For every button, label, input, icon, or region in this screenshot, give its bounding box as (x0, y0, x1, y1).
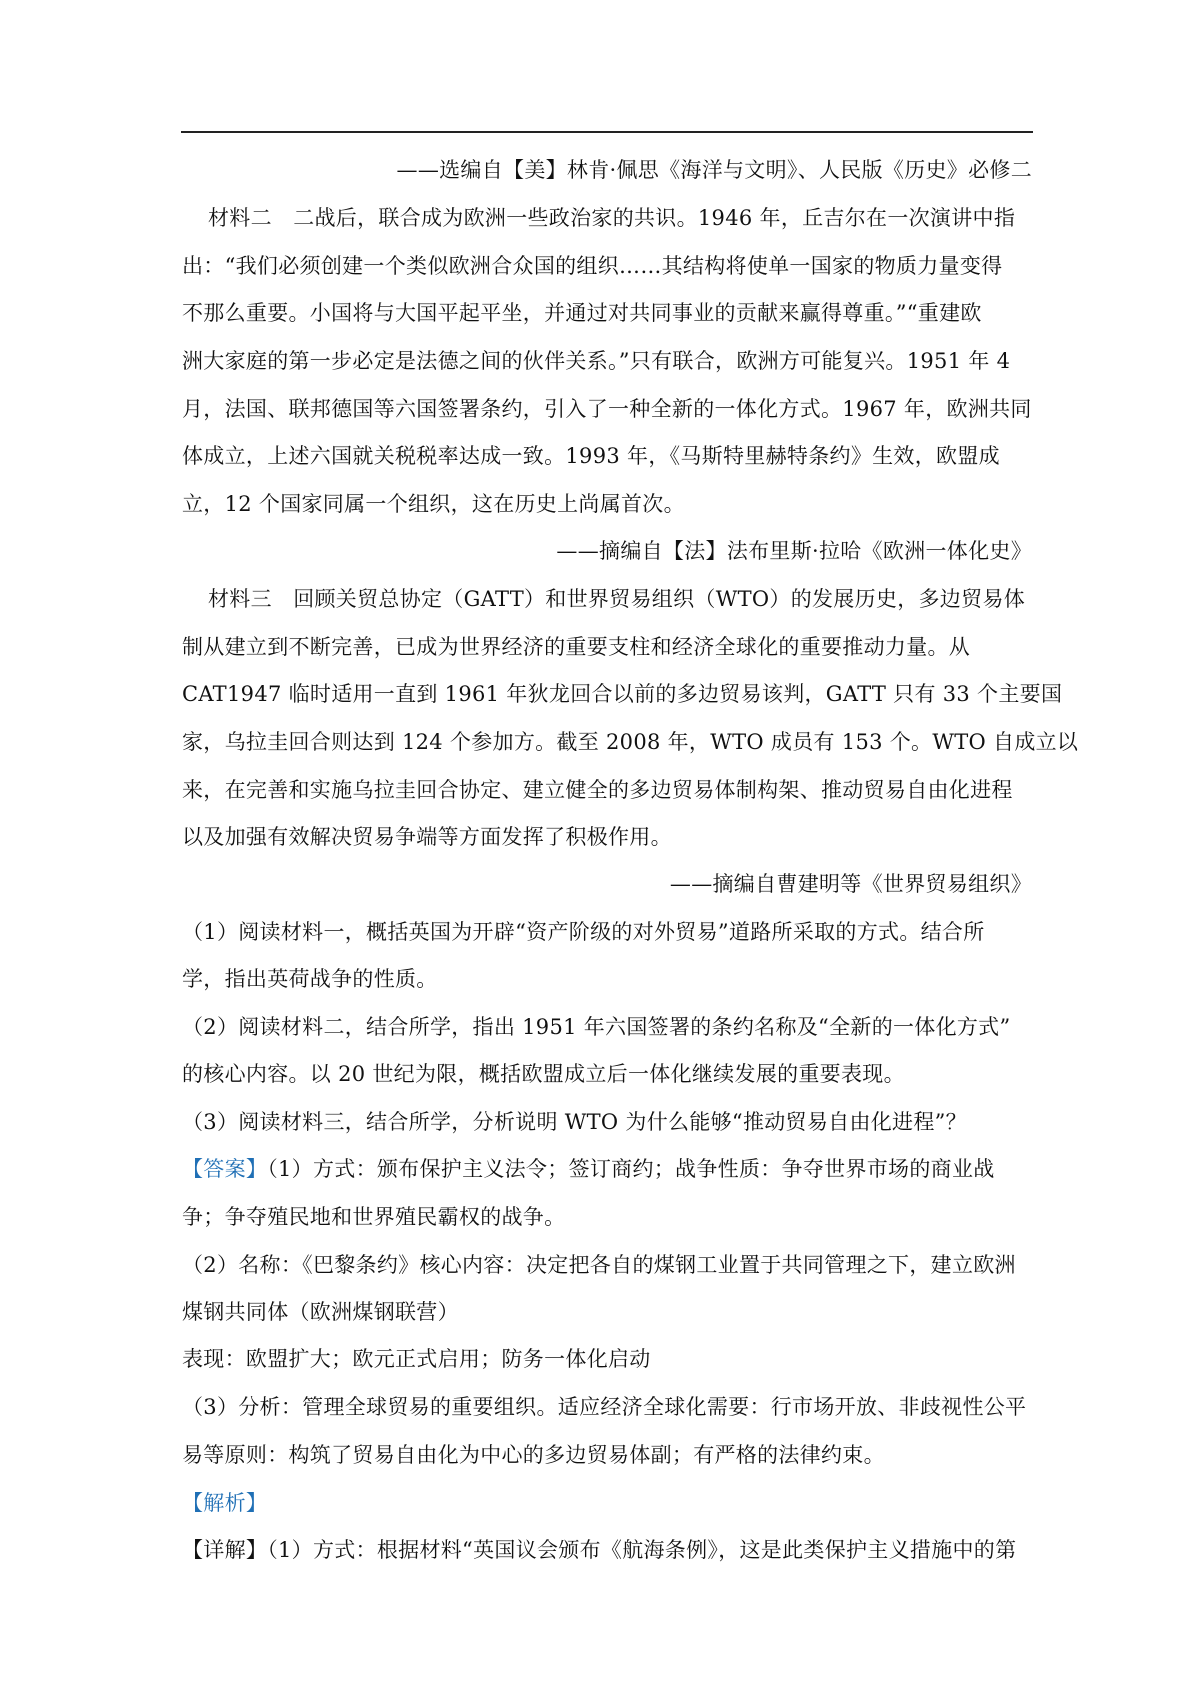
header-rule (181, 131, 1033, 133)
answer-line: （2）名称：《巴黎条约》核心内容：决定把各自的煤钢工业置于共同管理之下，建立欧洲 (182, 1253, 1016, 1277)
answer-line: 煤钢共同体（欧洲煤钢联营） (182, 1300, 459, 1324)
material-two-line: 材料二 二战后，联合成为欧洲一些政治家的共识。1946 年，丘吉尔在一次演讲中指 (208, 206, 1016, 230)
question-line: （1）阅读材料一，概括英国为开辟“资产阶级的对外贸易”道路所采取的方式。结合所 (182, 920, 985, 944)
question-line: 的核心内容。以 20 世纪为限，概括欧盟成立后一体化继续发展的重要表现。 (182, 1062, 905, 1086)
answer-line: 易等原则：构筑了贸易自由化为中心的多边贸易体副；有严格的法律约束。 (182, 1443, 885, 1467)
answer-text: （1）方式：颁布保护主义法令；签订商约；战争性质：争夺世界市场的商业战 (267, 1157, 995, 1181)
answer-tag: 【答案】 (182, 1157, 268, 1181)
material-two-line: 出：“我们必须创建一个类似欧洲合众国的组织……其结构将使单一国家的物质力量变得 (182, 254, 1003, 278)
material-one-source: ——选编自【美】林肯·佩思《海洋与文明》、人民版《历史》必修二 (396, 158, 1032, 182)
question-line: （3）阅读材料三，结合所学，分析说明 WTO 为什么能够“推动贸易自由化进程”？ (182, 1110, 967, 1134)
question-line: （2）阅读材料二，结合所学，指出 1951 年六国签署的条约名称及“全新的一体化方式” (182, 1015, 1011, 1039)
material-two-line: 月，法国、联邦德国等六国签署条约，引入了一种全新的一体化方式。1967 年，欧洲共同 (182, 397, 1032, 421)
answer-line: 争；争夺殖民地和世界殖民霸权的战争。 (182, 1205, 566, 1229)
material-two-source: ——摘编自【法】法布里斯·拉哈《欧洲一体化史》 (556, 539, 1032, 563)
material-three-line: 家，乌拉圭回合则达到 124 个参加方。截至 2008 年，WTO 成员有 153 个。WTO 自成立以 (182, 730, 1079, 754)
material-two-line: 洲大家庭的第一步必定是法德之间的伙伴关系。”只有联合，欧洲方可能复兴。1951 年 4 (182, 349, 1011, 373)
material-two-line: 体成立，上述六国就关税税率达成一致。1993 年，《马斯特里赫特条约》生效，欧盟成 (182, 444, 1000, 468)
detail-line: 【详解】（1）方式：根据材料“英国议会颁布《航海条例》，这是此类保护主义措施中的第 (182, 1538, 1017, 1562)
material-three-line: 来，在完善和实施乌拉圭回合协定、建立健全的多边贸易体制构架、推动贸易自由化进程 (182, 778, 1013, 802)
answer-line: 表现：欧盟扩大；欧元正式启用；防务一体化启动 (182, 1347, 651, 1371)
material-three-line: CAT1947 临时适用一直到 1961 年狄龙回合以前的多边贸易该判，GATT 只有 33 个主要国 (182, 682, 1063, 706)
material-three-line: 以及加强有效解决贸易争端等方面发挥了积极作用。 (182, 825, 672, 849)
material-three-line: 材料三 回顾关贸总协定（GATT）和世界贸易组织（WTO）的发展历史，多边贸易体 (208, 587, 1025, 611)
question-line: 学，指出英荷战争的性质。 (182, 967, 438, 991)
material-two-line: 立，12 个国家同属一个组织，这在历史上尚属首次。 (182, 492, 685, 516)
answer-line: （3）分析：管理全球贸易的重要组织。适应经济全球化需要：行市场开放、非歧视性公平 (182, 1395, 1027, 1419)
material-two-line: 不那么重要。小国将与大国平起平坐，并通过对共同事业的贡献来赢得尊重。”“重建欧 (182, 301, 982, 325)
analysis-tag: 【解析】 (182, 1491, 268, 1515)
material-three-line: 制从建立到不断完善，已成为世界经济的重要支柱和经济全球化的重要推动力量。从 (182, 635, 971, 659)
answer-first-line (182, 1154, 1034, 1184)
material-three-source: ——摘编自曹建明等《世界贸易组织》 (669, 872, 1032, 896)
